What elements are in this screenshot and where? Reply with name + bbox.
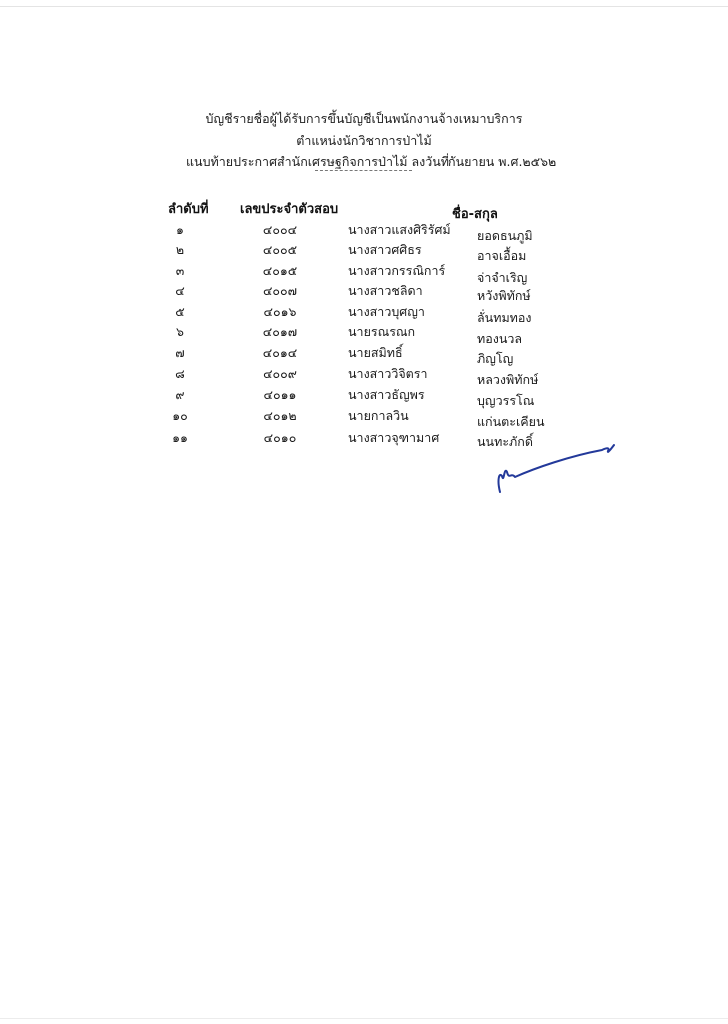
column-header-number: ลำดับที่ [168, 202, 209, 217]
exam-id: ๔๐๑๕ [262, 263, 298, 278]
row-number: ๑ [176, 222, 184, 237]
first-name: นายรณรณก [348, 324, 416, 339]
document-title: บัญชีรายชื่อผู้ได้รับการขึ้นบัญชีเป็นพนักงานจ้างเหมาบริการ [205, 111, 523, 126]
exam-id: ๔๐๐๙ [263, 366, 297, 381]
announcement-reference: แนบท้ายประกาศสำนักเศรษฐกิจการป่าไม้ ลงวันที่ [186, 154, 450, 169]
exam-id: ๔๐๑๗ [262, 324, 298, 339]
first-name: นางสาวศศิธร [348, 242, 422, 257]
first-name: นางสาวธัญพร [348, 387, 425, 402]
table-row [0, 322, 728, 346]
row-number: ๑๐ [172, 408, 188, 423]
last-name: ภิญโญ [477, 351, 514, 366]
exam-id: ๔๐๐๗ [262, 283, 298, 298]
table-row [0, 281, 728, 301]
exam-id: ๔๐๐๔ [262, 222, 298, 237]
last-name: ทองนวล [477, 331, 523, 346]
table-row [0, 240, 728, 263]
row-number: ๗ [175, 345, 185, 360]
column-header-name: ชื่อ-สกุล [452, 207, 498, 222]
last-name: หลวงพิทักษ์ [477, 372, 539, 387]
exam-id: ๔๐๑๑ [263, 387, 297, 402]
exam-id: ๔๐๑๐ [263, 430, 297, 445]
last-name: ลั่นทมทอง [477, 310, 532, 325]
table-row [0, 343, 728, 366]
exam-id: ๔๐๑๔ [262, 345, 298, 360]
announcement-date: กันยายน พ.ศ.๒๕๖๒ [448, 154, 557, 169]
first-name: นางสาวบุศญา [348, 304, 425, 319]
table-row [0, 406, 728, 429]
first-name: นางสาวแสงศิริรัศม์ [348, 222, 451, 237]
first-name: นางสาววิจิตรา [348, 366, 428, 381]
row-number: ๖ [176, 324, 184, 339]
exam-id: ๔๐๐๕ [262, 242, 298, 257]
first-name: นางสาวกรรณิการ์ [348, 263, 446, 278]
row-number: ๙ [175, 387, 185, 402]
last-name: ยอดธนภูมิ [477, 228, 533, 243]
last-name: แก่นตะเคียน [477, 414, 545, 429]
last-name: นนทะภักดิ์ [477, 434, 533, 449]
first-name: นายสมิทธิ์ [348, 345, 403, 360]
row-number: ๓ [175, 263, 185, 278]
column-header-exam-id: เลขประจำตัวสอบ [240, 202, 339, 217]
table-row [0, 385, 728, 408]
title-divider [315, 170, 412, 171]
first-name: นายกาลวิน [348, 408, 409, 423]
first-name: นางสาวจุฑามาศ [348, 430, 440, 445]
last-name: อาจเอื้อม [477, 248, 527, 263]
row-number: ๕ [175, 304, 185, 319]
page-edge-top [0, 6, 728, 7]
first-name: นางสาวชลิดา [348, 283, 423, 298]
row-number: ๑๑ [172, 430, 188, 445]
position-title: ตำแหน่งนักวิชาการป่าไม้ [296, 133, 432, 148]
exam-id: ๔๐๑๒ [263, 408, 297, 423]
exam-id: ๔๐๑๖ [263, 304, 297, 319]
row-number: ๒ [175, 242, 185, 257]
last-name: จ่าจำเริญ [477, 270, 528, 285]
table-row [0, 364, 728, 387]
signature [490, 436, 620, 498]
row-number: ๔ [175, 283, 185, 298]
table-row [0, 302, 728, 325]
table-row [0, 220, 728, 243]
page-edge-bottom [0, 1018, 728, 1019]
table-row [0, 261, 728, 285]
row-number: ๘ [175, 366, 185, 381]
last-name: บุญวรรโณ [477, 393, 535, 408]
last-name: หวังพิทักษ์ [477, 288, 531, 303]
